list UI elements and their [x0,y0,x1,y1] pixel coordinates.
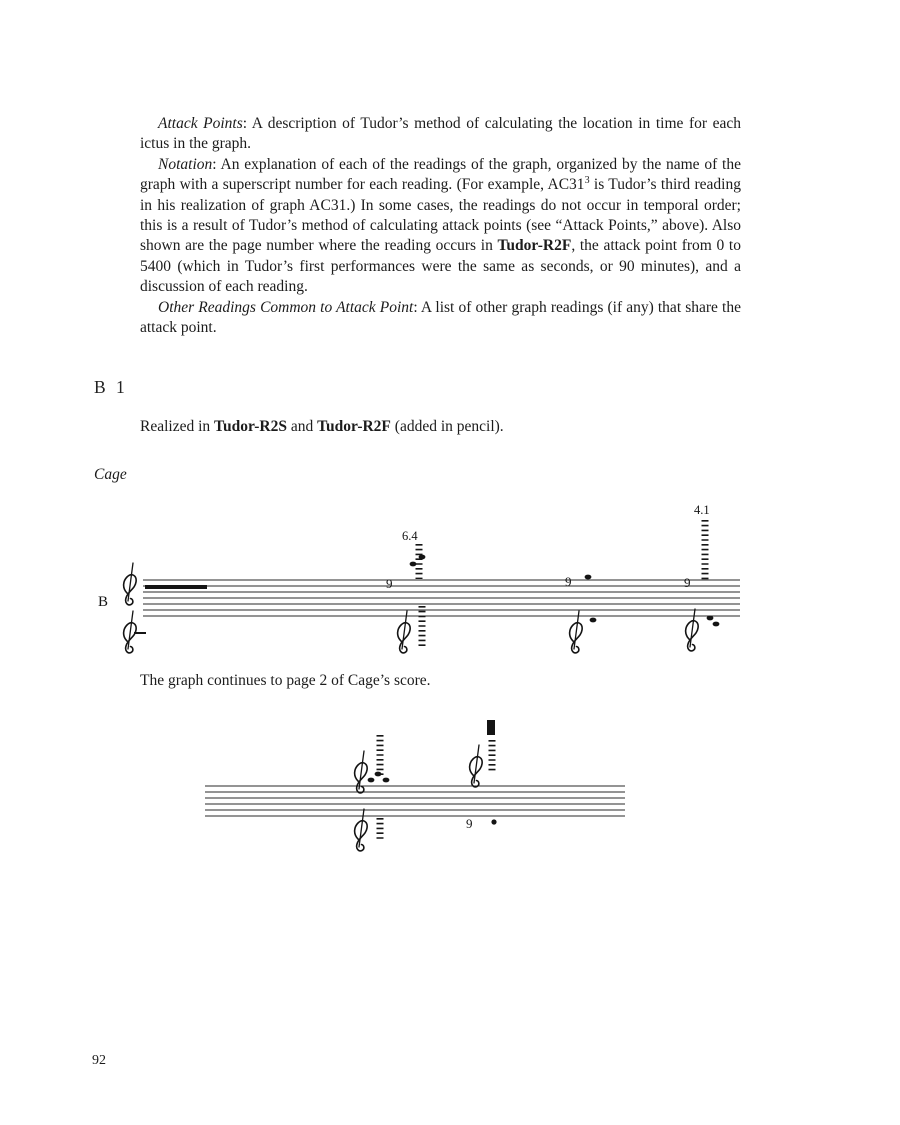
time-annotation: 6.4 [402,529,418,543]
thick-bar [145,585,207,589]
notation-text-1: : An explanation of each of the readings of the graph, organized by the name of the graph with a superscript number for each reading. (For example, AC31 [140,155,741,194]
page-number: 92 [92,1053,106,1068]
treble-clef-icon [355,751,368,793]
time-annotation: 4.1 [694,503,710,517]
tudor-r2f-bold: Tudor-R2F [497,237,572,255]
graph-numeral: 9 [466,816,473,831]
realized-text-3: (added in pencil). [390,418,504,435]
notehead [368,778,375,783]
paragraph-other-readings [140,298,741,339]
paragraph-attack-points [140,114,741,155]
treble-clef-icon [686,609,699,651]
notehead [491,819,496,824]
graph-numeral: 9 [565,574,572,589]
treble-clef-icon [355,809,368,851]
realized-line [140,418,504,436]
staff-lines [143,580,740,616]
paragraph-notation [140,155,741,298]
attack-points-term: Attack Points [158,115,243,132]
notation-text-3: , the attack point from 0 to 5400 (which in Tudor’s first performances were the same as seconds, or 90 minutes), and a discussion of each reading. [140,237,741,296]
attack-points-text: : A description of Tudor’s method of calculating the location in time for each ictus in the graph. [140,115,742,153]
section-heading-b1: B 1 [94,377,128,397]
notehead [713,622,720,627]
notation-term: Notation [158,155,213,173]
treble-clef-icon [398,611,411,653]
treble-clef-icon [470,745,483,787]
notehead [707,616,714,621]
superscript-3: 3 [584,175,590,187]
notehead [419,555,426,560]
other-readings-term: Other Readings Common to Attack Point [158,298,414,316]
treble-clef-icon [570,611,583,653]
system-label: B [98,594,109,610]
graph-numeral: 9 [684,575,691,590]
treble-clef-icon [124,563,137,605]
tudor-r2s-bold: Tudor-R2S [214,418,287,435]
cage-label: Cage [94,466,127,483]
notehead [410,562,417,567]
realized-text-1: Realized in [140,418,215,435]
score-excerpt-1 [88,500,748,658]
cluster-block [487,720,495,735]
score-caption: The graph continues to page 2 of Cage’s score. [140,672,431,689]
notehead [383,778,390,783]
realized-text-2: and [286,418,318,435]
graph-numeral: 9 [386,576,393,591]
tudor-r2f-bold-2: Tudor-R2F [317,418,391,435]
staff-lines [205,786,625,816]
score-excerpt-2 [200,712,640,852]
notehead [375,772,382,777]
other-readings-text: : A list of other graph readings (if any) that share the attack point. [140,298,741,337]
body-text [140,114,741,338]
treble-clef-icon [124,611,137,653]
notehead [585,575,592,580]
notation-text-2: is Tudor’s third reading in his realization of graph AC31.) In some cases, the readings do not occur in temporal order; this is a result of Tudor’s method of calculating attack points (see “Attack Points,” above). Also shown are the page number where the reading occurs in [140,176,741,255]
notehead [590,618,597,623]
